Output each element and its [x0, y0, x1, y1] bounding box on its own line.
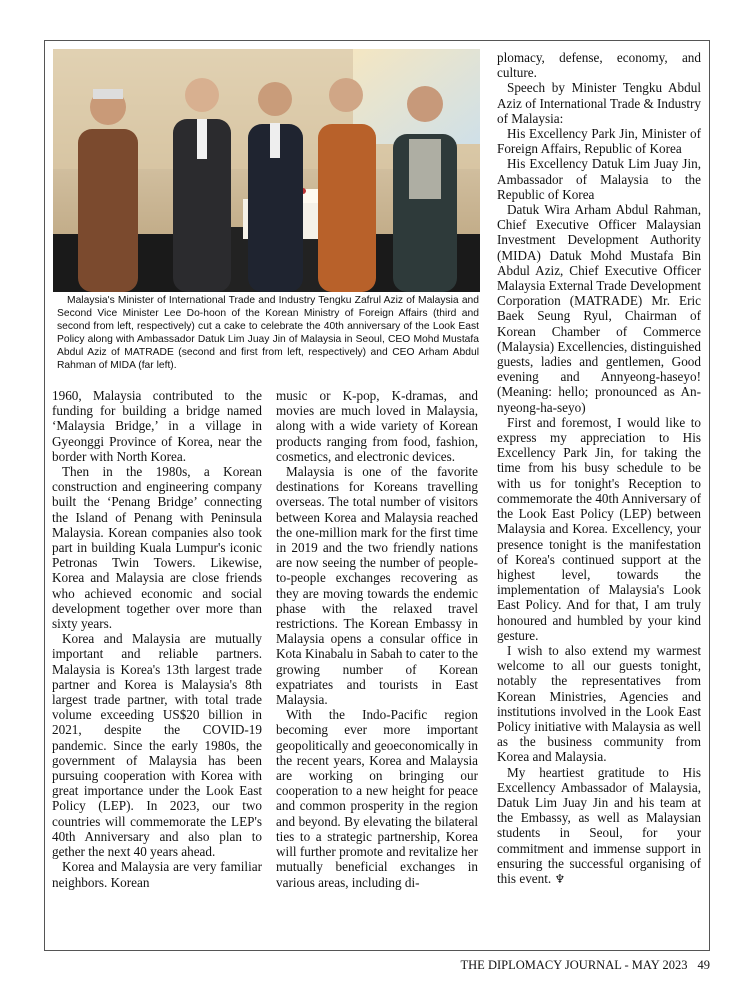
paragraph: music or K-pop, K-dramas, and movies are much loved in Malaysia, along with a wide variety of Korean products ranging from food, fashion, cosmetics, and electronic devices. [276, 388, 478, 464]
paragraph: plomacy, defense, economy, and culture. [497, 50, 701, 81]
paragraph: Datuk Wira Arham Abdul Rahman, Chief Executive Officer Malaysian Investment Development Authority (MIDA) Datuk Mohd Mustafa Bin Abdul Aziz, Chief Executive Officer Malaysia External Trade Development Corporation (MATRADE) Mr. Eric Baek Seung Ryul, Chairman of Korean Chamber of Commerce (Malaysia) Excellencies, distinguished guests, ladies and gentlemen, Good evening and Annyeong-haseyo! (Meaning: hello; pronounced as An-nyeong-ha-seyo) [497, 202, 701, 415]
end-mark-icon: ♆ [554, 871, 566, 886]
paragraph: With the Indo-Pacific region becoming ever more important geopolitically and geoeconomically in the recent years, Korea and Malaysia are working on bringing our cooperation to a new height for peace and common prosperity in the region and beyond. By elevating the bilateral ties to a strategic partnership, Korea will further promote and revitalize her mutually beneficial exchanges in various areas, including di- [276, 707, 478, 890]
paragraph-text: My heartiest gratitude to His Excellency Ambassador of Malaysia, Datuk Lim Juay Jin and his team at the Embassy, as well as Malaysian students in Seoul, for your commitment and immense support in ensuring the successful organising of this event. [497, 764, 701, 886]
paragraph: His Excellency Datuk Lim Juay Jin, Ambassador of Malaysia to the Republic of Korea [497, 156, 701, 202]
journal-issue: THE DIPLOMACY JOURNAL - MAY 2023 [460, 958, 688, 972]
page-number: 49 [697, 958, 710, 972]
page-footer [420, 958, 710, 973]
paragraph: Korea and Malaysia are mutually important and reliable partners. Malaysia is Korea's 13th largest trade partner and Korea is Malaysia's 8th largest trade partner, with total trade volume exceeding US$20 billion in 2021, despite the COVID-19 pandemic. Since the early 1980s, the government of Malaysia has been pursuing cooperation with Korea with great importance under the Look East Policy (LEP). In 2023, our two countries will commemorate the LEP's 40th Anniversary and also plan to gether the next 40 years ahead. [52, 631, 262, 860]
paragraph: His Excellency Park Jin, Minister of Foreign Affairs, Republic of Korea [497, 126, 701, 157]
paragraph: I wish to also extend my warmest welcome to all our guests tonight, notably the representatives from Korean Ministries, Agencies and institutions involved in the Look East Policy initiative with Malaysia as well as the business community from Korea and Malaysia. [497, 642, 701, 765]
article-column-1 [52, 388, 262, 890]
paragraph: 1960, Malaysia contributed to the funding for building a bridge named ‘Malaysia Bridge,’ in a village in Gyeonggi Province of Korea, near the border with North Korea. [52, 388, 262, 464]
paragraph [497, 765, 701, 888]
paragraph: Then in the 1980s, a Korean construction and engineering company built the ‘Penang Bridge’ connecting the Island of Penang with Peninsula Malaysia. Korean companies also took part in building Kuala Lumpur's iconic Petronas Twin Towers. Likewise, Korea and Malaysia are close friends who achieved economic and social development together over more than sixty years. [52, 464, 262, 632]
paragraph: Speech by Minister Tengku Abdul Aziz of International Trade & Industry of Malaysia: [497, 80, 701, 126]
paragraph: Malaysia is one of the favorite destinations for Koreans travelling overseas. The total number of visitors between Korea and Malaysia reached the one-million mark for the first time in 2019 and the two friendly nations are now seeing the number of people-to-people exchanges recovering as they are moving towards the endemic phase with the relaxed travel restrictions. The Korean Embassy in Malaysia opens a consular office in Kota Kinabalu in Sabah to cater to the growing number of Korean expatriates and tourists in East Malaysia. [276, 464, 478, 708]
event-photo [53, 49, 480, 292]
paragraph: Korea and Malaysia are very familiar neighbors. Korean [52, 859, 262, 890]
photo-caption: Malaysia's Minister of International Trade and Industry Tengku Zafrul Aziz of Malaysia and Second Vice Minister Lee Do-hoon of the Korean Ministry of Foreign Affairs (third and second from left, respectively) cut a cake to celebrate the 40th anniversary of the Look East Policy along with Ambassador Datuk Lim Juay Jin of Malaysia in Seoul, CEO Mohd Mustafa Abdul Aziz of MATRADE (second and first from left, respectively) and CEO Arham Abdul Rahman of MIDA (far left). [57, 295, 479, 371]
article-column-2 [276, 388, 478, 890]
article-column-3 [497, 50, 701, 887]
paragraph: First and foremost, I would like to express my appreciation to His Excellency Park Jin, for taking the time from his busy schedule to be with us for tonight's Reception to commemorate the 40th Anniversary of the Look East Policy (LEP) between Malaysia and Korea. Excellency, your presence tonight is the manifestation of Korea's continued support at the highest level, towards the implementation of Malaysia's Look East Policy. And for that, I am truly honoured and humbled by your kind gesture. [497, 414, 701, 643]
